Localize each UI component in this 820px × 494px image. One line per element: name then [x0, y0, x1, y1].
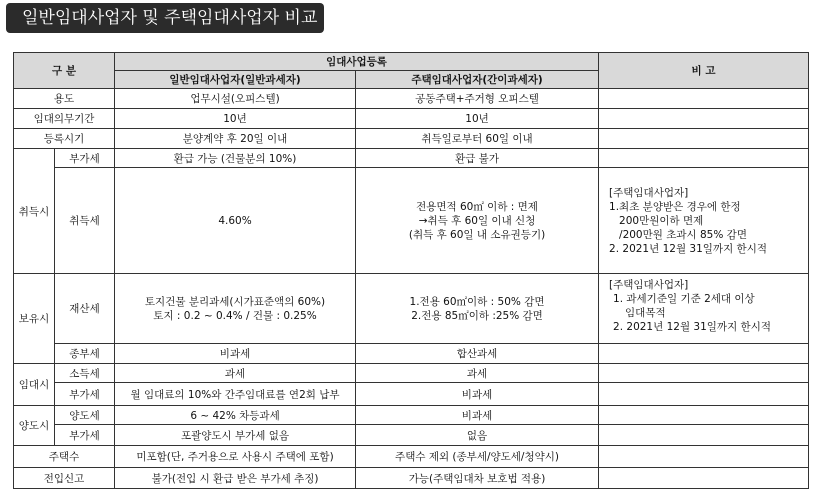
note-cell: [599, 468, 809, 489]
note-cell: [599, 89, 809, 109]
note-line: 2. 2021년 12월 31일까지 한시적: [613, 321, 771, 333]
general-cell: 비과세: [115, 344, 356, 364]
table-row: [14, 425, 809, 446]
note-line: 1. 과세기준일 기준 2세대 이상: [613, 293, 755, 305]
housing-cell: 합산과세: [356, 344, 599, 364]
group-label: 양도시: [14, 406, 55, 446]
general-cell: 10년: [115, 109, 356, 129]
row-label: 부가세: [55, 149, 115, 168]
note-cell: [599, 274, 809, 344]
housing-line: 1.전용 60㎡이하 : 50% 감면: [409, 295, 545, 308]
header-category: 구 분: [14, 53, 115, 89]
general-cell: 과세: [115, 364, 356, 383]
note-cell: [599, 109, 809, 129]
row-label: 용도: [14, 89, 115, 109]
row-label: 소득세: [55, 364, 115, 383]
table-row: [14, 168, 809, 274]
housing-line: →취득 후 60일 이내 신청: [418, 214, 536, 227]
general-cell: [115, 274, 356, 344]
housing-cell: 가능(주택임대차 보호법 적용): [356, 468, 599, 489]
note-cell: [599, 168, 809, 274]
note-line: 1.최초 분양받은 경우에 한정: [609, 200, 741, 213]
general-cell: 6 ~ 42% 차등과세: [115, 406, 356, 425]
note-cell: [599, 344, 809, 364]
table-row: [14, 344, 809, 364]
row-label: 전입신고: [14, 468, 115, 489]
header-housing: 주택임대사업자(간이과세자): [356, 71, 599, 89]
note-line: 200만원이하 면제: [619, 214, 704, 227]
header-note: 비 고: [599, 53, 809, 89]
note-cell: [599, 425, 809, 446]
housing-line: (취득 후 60일 내 소유권등기): [408, 228, 546, 241]
table-row: [14, 364, 809, 383]
table-row: [14, 149, 809, 168]
row-label: 양도세: [55, 406, 115, 425]
housing-line: 2.전용 85㎡이하 :25% 감면: [411, 309, 543, 322]
housing-cell: 없음: [356, 425, 599, 446]
table-row: [14, 383, 809, 406]
housing-line: 전용면적 60㎡ 이하 : 면제: [416, 200, 538, 213]
housing-cell: 비과세: [356, 406, 599, 425]
general-line: 토지건물 분리과세(시가표준액의 60%): [144, 295, 326, 308]
note-line: 임대목적: [625, 307, 666, 319]
housing-cell: 비과세: [356, 383, 599, 406]
housing-cell: [356, 168, 599, 274]
general-line: 토지 : 0.2 ~ 0.4% / 건물 : 0.25%: [153, 309, 317, 322]
note-line: 2. 2021년 12월 31일까지 한시적: [609, 242, 767, 255]
table-row: [14, 129, 809, 149]
note-line: /200만원 초과시 85% 감면: [619, 228, 747, 241]
table-row: [14, 446, 809, 468]
row-label: 부가세: [55, 425, 115, 446]
general-cell: 불가(전입 시 환급 받은 부가세 추징): [115, 468, 356, 489]
note-line: [주택임대사업자]: [609, 186, 689, 199]
general-cell: 4.60%: [115, 168, 356, 274]
note-cell: [599, 446, 809, 468]
table-row: [14, 274, 809, 344]
note-cell: [599, 406, 809, 425]
housing-cell: 공동주택+주거형 오피스텔: [356, 89, 599, 109]
note-cell: [599, 364, 809, 383]
housing-cell: 취득일로부터 60일 이내: [356, 129, 599, 149]
housing-cell: 주택수 제외 (종부세/양도세/청약시): [356, 446, 599, 468]
header-group: 임대사업등록: [115, 53, 599, 71]
general-cell: 포괄양도시 부가세 없음: [115, 425, 356, 446]
general-cell: 미포함(단, 주거용으로 사용시 주택에 포함): [115, 446, 356, 468]
note-cell: [599, 129, 809, 149]
note-cell: [599, 383, 809, 406]
group-label: 보유시: [14, 274, 55, 364]
row-label: 주택수: [14, 446, 115, 468]
row-label: 부가세: [55, 383, 115, 406]
note-cell: [599, 149, 809, 168]
general-cell: 분양계약 후 20일 이내: [115, 129, 356, 149]
group-label: 취득시: [14, 149, 55, 274]
housing-cell: 환급 불가: [356, 149, 599, 168]
general-cell: 월 임대료의 10%와 간주임대료를 연2회 납부: [115, 383, 356, 406]
row-label: 재산세: [55, 274, 115, 344]
row-label: 취득세: [55, 168, 115, 274]
general-cell: 환급 가능 (건물분의 10%): [115, 149, 356, 168]
note-line: [주택임대사업자]: [609, 279, 689, 291]
housing-cell: 과세: [356, 364, 599, 383]
group-label: 임대시: [14, 364, 55, 406]
row-label: 등록시기: [14, 129, 115, 149]
comparison-table: [13, 52, 809, 489]
table-row: [14, 468, 809, 489]
table-row: [14, 89, 809, 109]
housing-cell: 10년: [356, 109, 599, 129]
table-row: [14, 406, 809, 425]
housing-cell: [356, 274, 599, 344]
table-row: [14, 109, 809, 129]
general-cell: 업무시설(오피스텔): [115, 89, 356, 109]
row-label: 종부세: [55, 344, 115, 364]
header-general: 일반임대사업자(일반과세자): [115, 71, 356, 89]
page-title: 일반임대사업자 및 주택임대사업자 비교: [6, 3, 324, 33]
row-label: 임대의무기간: [14, 109, 115, 129]
